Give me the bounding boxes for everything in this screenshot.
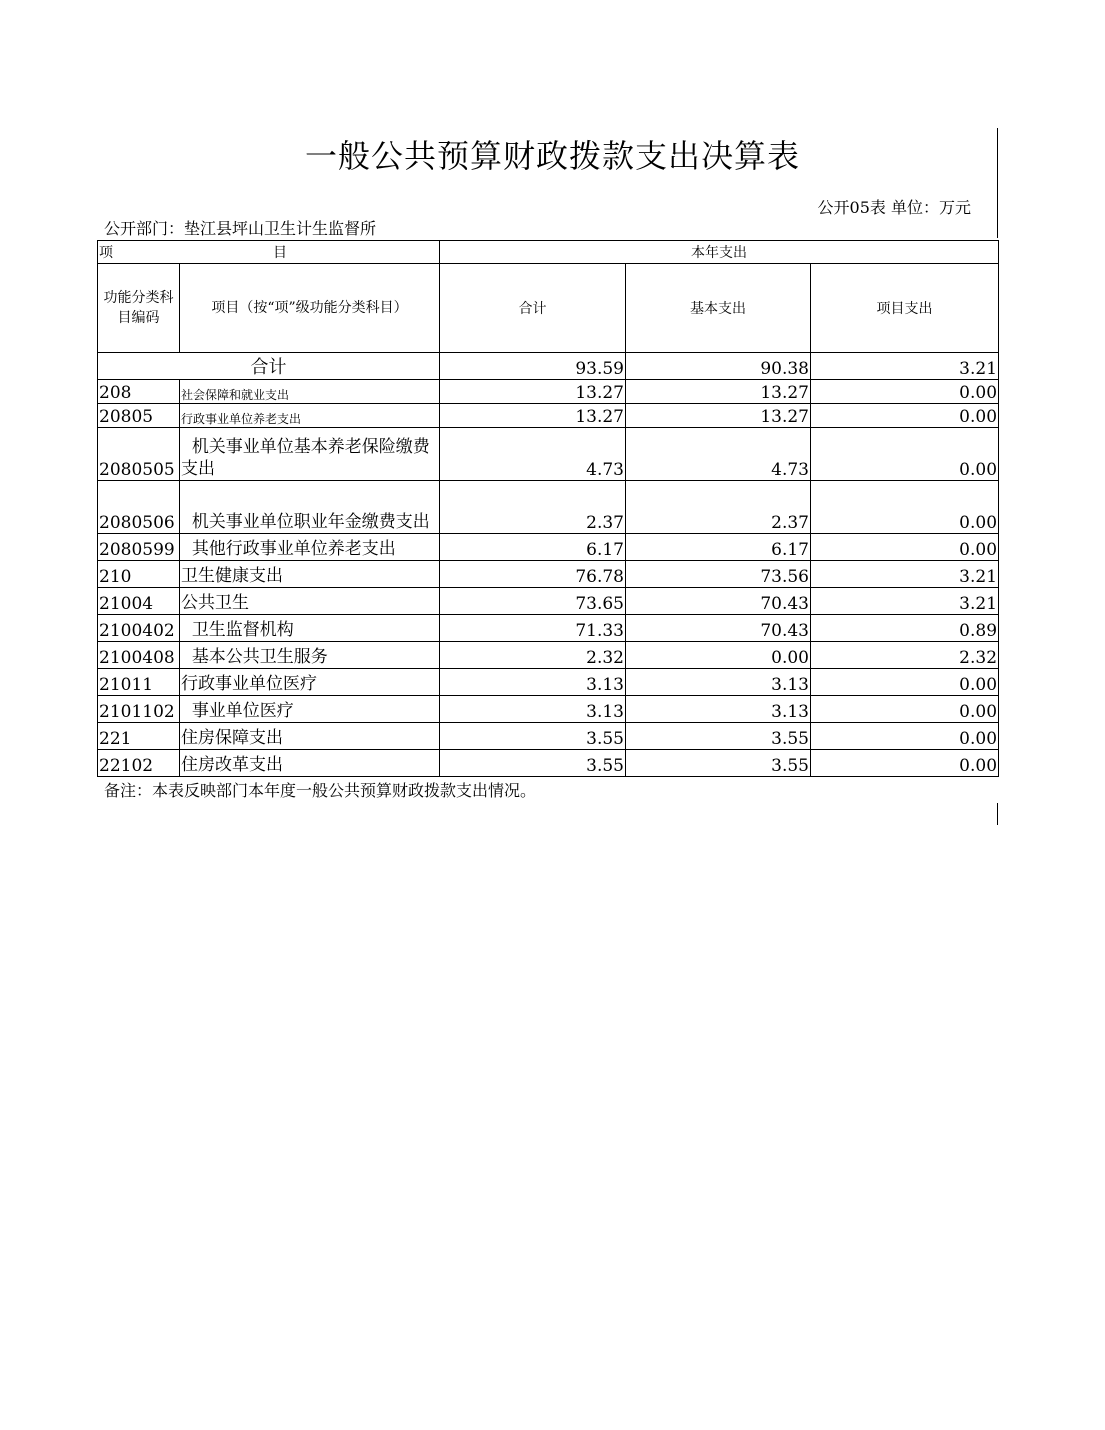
row-total: 3.13 <box>440 696 626 723</box>
total-column-header: 合计 <box>440 264 626 353</box>
row-basic: 3.13 <box>626 696 811 723</box>
row-name: 住房改革支出 <box>180 750 440 777</box>
item-header-cell <box>98 241 440 264</box>
row-name: 公共卫生 <box>180 588 440 615</box>
table-row <box>98 481 999 534</box>
row-name: 行政事业单位养老支出 <box>180 404 440 428</box>
row-total: 3.55 <box>440 750 626 777</box>
row-basic: 3.13 <box>626 669 811 696</box>
department-label: 公开部门：垫江县坪山卫生计生监督所 <box>104 219 377 238</box>
table-row <box>98 428 999 481</box>
vertical-rule-top <box>997 128 998 238</box>
name-column-header: 项目（按“项”级功能分类科目） <box>180 264 440 353</box>
table-row <box>98 669 999 696</box>
row-project: 0.00 <box>811 669 999 696</box>
row-name: 机关事业单位基本养老保险缴费支出 <box>180 428 440 481</box>
row-total: 71.33 <box>440 615 626 642</box>
row-basic: 3.55 <box>626 750 811 777</box>
table-row <box>98 696 999 723</box>
row-code: 2080505 <box>98 428 180 481</box>
row-name: 卫生健康支出 <box>180 561 440 588</box>
form-number: 公开05表 单位：万元 <box>817 198 971 217</box>
table-row <box>98 380 999 404</box>
row-code: 2080506 <box>98 481 180 534</box>
row-project: 3.21 <box>811 588 999 615</box>
row-basic: 13.27 <box>626 404 811 428</box>
row-project: 0.00 <box>811 428 999 481</box>
row-code: 20805 <box>98 404 180 428</box>
row-name: 行政事业单位医疗 <box>180 669 440 696</box>
row-total: 2.32 <box>440 642 626 669</box>
row-total: 6.17 <box>440 534 626 561</box>
table-row <box>98 404 999 428</box>
row-total: 3.13 <box>440 669 626 696</box>
total-row <box>98 353 999 380</box>
row-basic: 70.43 <box>626 588 811 615</box>
row-total: 2.37 <box>440 481 626 534</box>
row-total: 73.65 <box>440 588 626 615</box>
row-code: 22102 <box>98 750 180 777</box>
table-row <box>98 534 999 561</box>
header-row-2 <box>98 264 999 353</box>
row-total: 13.27 <box>440 380 626 404</box>
item-header-left: 项 <box>99 245 113 261</box>
row-project: 2.32 <box>811 642 999 669</box>
row-code: 21004 <box>98 588 180 615</box>
row-total: 4.73 <box>440 428 626 481</box>
row-project: 0.00 <box>811 380 999 404</box>
total-row-project: 3.21 <box>811 353 999 380</box>
row-total: 76.78 <box>440 561 626 588</box>
budget-table <box>97 240 999 777</box>
row-name: 事业单位医疗 <box>180 696 440 723</box>
table-row <box>98 561 999 588</box>
row-code: 2080599 <box>98 534 180 561</box>
table-row <box>98 588 999 615</box>
row-basic: 2.37 <box>626 481 811 534</box>
row-name: 卫生监督机构 <box>180 615 440 642</box>
table-row <box>98 750 999 777</box>
row-code: 208 <box>98 380 180 404</box>
row-project: 3.21 <box>811 561 999 588</box>
footnote: 备注：本表反映部门本年度一般公共预算财政拨款支出情况。 <box>104 781 537 800</box>
row-name: 社会保障和就业支出 <box>180 380 440 404</box>
row-basic: 3.55 <box>626 723 811 750</box>
row-project: 0.00 <box>811 534 999 561</box>
row-total: 13.27 <box>440 404 626 428</box>
page-title: 一般公共预算财政拨款支出决算表 <box>304 137 800 175</box>
row-code: 221 <box>98 723 180 750</box>
item-header-right: 目 <box>273 245 287 261</box>
row-basic: 73.56 <box>626 561 811 588</box>
total-row-basic: 90.38 <box>626 353 811 380</box>
row-code: 210 <box>98 561 180 588</box>
project-column-header: 项目支出 <box>811 264 999 353</box>
row-basic: 6.17 <box>626 534 811 561</box>
budget-table-body <box>98 241 999 777</box>
row-code: 2101102 <box>98 696 180 723</box>
table-row <box>98 642 999 669</box>
row-project: 0.00 <box>811 723 999 750</box>
current-year-header: 本年支出 <box>440 241 999 264</box>
table-row <box>98 615 999 642</box>
row-basic: 4.73 <box>626 428 811 481</box>
row-project: 0.00 <box>811 404 999 428</box>
row-code: 21011 <box>98 669 180 696</box>
code-column-header: 功能分类科目编码 <box>98 264 180 353</box>
header-row-1 <box>98 241 999 264</box>
vertical-rule-bottom <box>997 803 998 825</box>
row-name: 机关事业单位职业年金缴费支出 <box>180 481 440 534</box>
row-project: 0.89 <box>811 615 999 642</box>
row-project: 0.00 <box>811 750 999 777</box>
row-basic: 0.00 <box>626 642 811 669</box>
row-basic: 13.27 <box>626 380 811 404</box>
row-project: 0.00 <box>811 481 999 534</box>
row-total: 3.55 <box>440 723 626 750</box>
row-name: 基本公共卫生服务 <box>180 642 440 669</box>
row-basic: 70.43 <box>626 615 811 642</box>
table-row <box>98 723 999 750</box>
total-row-total: 93.59 <box>440 353 626 380</box>
row-name: 其他行政事业单位养老支出 <box>180 534 440 561</box>
row-name: 住房保障支出 <box>180 723 440 750</box>
total-row-label: 合计 <box>98 353 440 380</box>
row-project: 0.00 <box>811 696 999 723</box>
row-code: 2100408 <box>98 642 180 669</box>
row-code: 2100402 <box>98 615 180 642</box>
basic-column-header: 基本支出 <box>626 264 811 353</box>
